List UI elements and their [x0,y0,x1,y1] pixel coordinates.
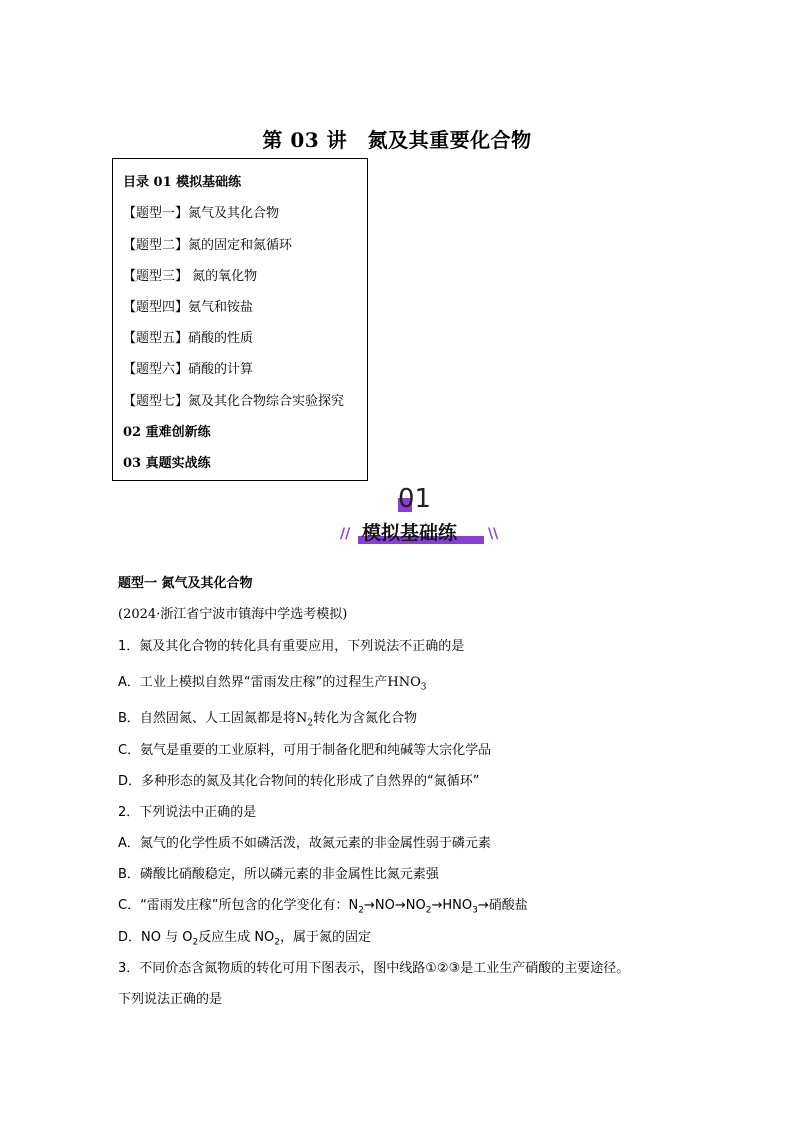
toc-item[interactable]: 目录 01 模拟基础练 [123,175,242,190]
question-1-option-a: A．工业上模拟自然界“雷雨发庄稼”的过程生产$HNO_3$ [118,675,427,693]
toc-item[interactable]: 【题型七】氮及其化合物综合实验探究 [123,394,345,409]
section-header [338,484,502,548]
question-2-stem: 2．下列说法中正确的是 [118,805,257,820]
question-2-option-d: D．NO 与 $O_2$反应生成 $NO_2$，属于氮的固定 [118,930,372,948]
question-type-heading: 题型一 氮气及其化合物 [118,576,253,591]
question-2-option-c: C．“雷雨发庄稼”所包含的化学变化有：$N_2\to NO\to NO_2\to HNO_3\to$硝酸盐 [118,898,528,916]
question-source: (2024·浙江省宁波市镇海中学选考模拟) [118,607,348,622]
section-number: 01 [398,484,432,514]
slash-mark-right: \\ [488,526,499,542]
table-of-contents [112,158,368,481]
toc-item[interactable]: 【题型四】氨气和铵盐 [123,300,254,315]
question-1-option-d: D．多种形态的氮及其化合物间的转化形成了自然界的“氮循环” [118,774,480,789]
toc-item[interactable]: 【题型六】硝酸的计算 [123,362,254,377]
section-title: 模拟基础练 [362,522,458,544]
toc-item[interactable]: 02 重难创新练 [123,425,211,440]
toc-item[interactable]: 【题型二】氮的固定和氮循环 [123,238,293,253]
question-1-option-b: B．自然固氮、人工固氮都是将$N_2$转化为含氮化合物 [118,711,418,729]
toc-item[interactable]: 【题型一】氮气及其化合物 [123,206,280,221]
question-1-option-c: C．氨气是重要的工业原料，可用于制备化肥和纯碱等大宗化学品 [118,743,492,758]
question-3-stem: 3．不同价态含氮物质的转化可用下图表示，图中线路①②③是工业生产硝酸的主要途径。 [118,961,630,976]
toc-item[interactable]: 【题型五】硝酸的性质 [123,331,254,346]
page-title: 第 03 讲 氮及其重要化合物 [262,128,532,152]
question-1-stem: 1．氮及其化合物的转化具有重要应用，下列说法不正确的是 [118,639,465,654]
question-3-stem-continued: 下列说法正确的是 [118,992,223,1007]
slash-mark-left: // [340,526,351,542]
toc-item[interactable]: 03 真题实战练 [123,456,211,471]
toc-item[interactable]: 【题型三】 氮的氧化物 [123,269,258,284]
question-2-option-a: A．氮气的化学性质不如磷活泼，故氮元素的非金属性弱于磷元素 [118,836,491,851]
question-2-option-b: B．磷酸比硝酸稳定，所以磷元素的非金属性比氮元素强 [118,867,439,882]
